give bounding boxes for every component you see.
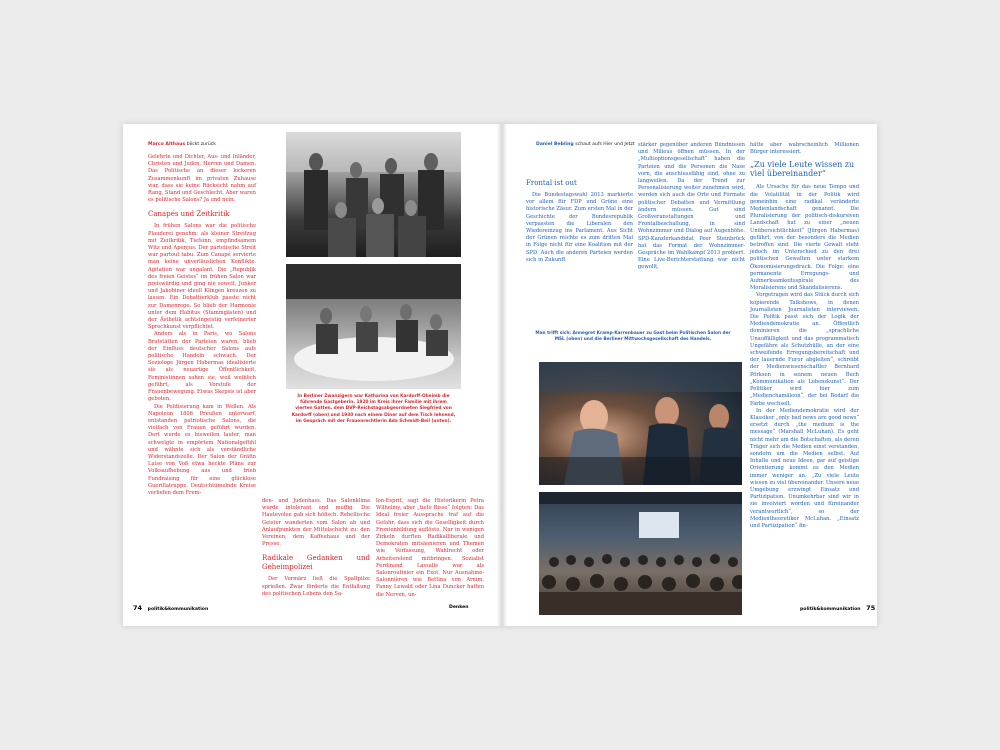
right-footer-magazine: politik&kommunikation: [800, 607, 861, 612]
left-column-2: [262, 498, 370, 613]
left-header: [148, 142, 216, 147]
right-col1-text: Die Bundestagswahl 2013 markierte vor allem für FDP und Grüne eine historische Zäsur. Zum ersten Mal in der Geschichte der Bundesrepublik verpassten die Liberalen den Wiedereinzug ins Parlament. Aus Sicht der Grünen reichte es zum dritten Mal in Folge nicht für eine Koalition mit der SPD. Auch die anderen Parteien werden sich in Zukunft: [526, 192, 633, 263]
right-col2-text: stärker gegenüber anderen Bündnissen und Milieus öffnen müssen. In der „Multioptionsgesellschaft“ haben die Parteien und die Personen die Nase vorn, die anschlussfähig sind, ohne zu langweilen. Da der Trend zur Personalisierung weiter zunehmen wird, werden sich auch die Orte und Formate politischer Debatten und Vermittlung ändern müssen. Gut sind Großveranstaltungen und Frontalbeschallung, in sind Wohnzimmer und Dialog auf Augenhöhe. SPD-Kanzlerkandidat Peer Steinbrück hat das Format der Wohnzimmer-Gespräche im Wahlkampf 2013 probiert. Eine Live-Berichterstattung war nicht gewollt,: [638, 142, 745, 271]
right-footer: [800, 604, 875, 612]
right-photo-caption: Man trifft sich: Annegret Kramp-Karrenbauer zu Gast beim Politischen Salon der MSL (oben) und die Berliner Mittwochsgesellschaft des Handels.: [535, 331, 731, 343]
right-header-section: schaut aufs Hier und Jetzt: [575, 142, 635, 147]
conference-photo-figures: [539, 492, 742, 615]
dinner-photo: [286, 264, 461, 389]
intro-text: Gelehrte und Dichter, Aus- und Inländer, Christen und Juden, Herren und Damen. Das Politische an dieser lockeren Zusammenkunft im privaten Zuhause war, dass sie keine Rücksicht nahm auf Rang, Stand und Geschlecht. Aber waren es politische Salons? Ja und nein.: [148, 154, 256, 204]
right-header-author: Daniel Bebling: [536, 142, 574, 147]
right-column-1: [526, 179, 633, 329]
left-header-author: Marco Althaus: [148, 142, 186, 147]
subhead-frontal: Frontal ist out: [526, 179, 577, 187]
right-col3-para3: In der Mediendemokratie wird der Klassiker „only bad news are good news“ ersetzt durch „the medium is the message“ (Marshall McLuhan). Es geht nicht mehr um die Botschaften, als deren Träger sich die Medien einst verstanden, sondern um die Medien selbst. Auf Inhalte und neue Ideen, gar auf geistige Orientierung kommt es den Medien immer weniger an. „Zu viele Leute wissen zu viel übereinander. Unsere neue Umgebung erzwingt Einsatz und Partizipation. Unumkehrbar sind wir in sie involviert worden und füreinander verantwortlich“, so der Medientheoretiker McLuhan. „Einsatz und Partizipation“ fin-: [750, 407, 859, 529]
paragraph-1: In frühen Salons war die politische Plauderei genehm: als kleiner Streifzug mit Zeitkritik, Tiefsinn, empfindsamem Witz und Aperçus. Der parteiische Streit war partout tabu. Zum Canapé servierte man keine unverläuslichen Konflikte. Agitation war ungalant. Die „Republik des freien Geistes“ im frühen Salon war preiswürdig und ging nie soweit, Junker und Jakobiner ideell Klingen kreuzen zu lassen. Ein Debattierklub passte nicht zur Damenrege. So blieb der Harmonie unter dem Habitus (Stammgästen) und der Ästhetik achtsingeistig verfeinerter Sprechkunst verpflichtet.: [148, 223, 256, 331]
right-column-3: [750, 142, 859, 612]
left-column-1: [148, 154, 256, 614]
right-col3-para2: Vorgetragen wird das Stück durch sich kopierende Talkshows, in denen Journalisten Journalisten interviewen. Die Politik passt sich der Logik der Mediendemokratie an. Öffentlich dominieren die „sprachliche Unauffälligkeit und das programmatisch Ungefähre als Schutzhülle, an der eine schweifende Erregungsbereitschaft und der lauernde Furor abgleiten“, schreibt der Medienwissenschaftler Bernhard Pörksen in seinem neuen Buch „Kommunikation als Lebenskunst“. Der Politiker wird hier zum „Medienchamäleon“, der bei Bedarf die Farbe wechselt.: [750, 292, 859, 407]
gutter: [497, 124, 507, 626]
pull-quote: „Zu viele Leute wissen zu viel übereinander“: [750, 160, 855, 179]
family-photo-figures: [286, 132, 461, 257]
col3-text: lon-Esprit, sagt die Historikerin Petra Wilhelmy, aber „tiefe Risse“ folgten: Das Ideal freier Aussprache traf auf die Gefahr, dass sich die Geselligkeit durch Frontenbildung auflöste. Nur in wenigen Zirkeln durften Radikalliberale und Demokraten mitsäonieren und Themen wie Verfassung, Wahlrecht oder Arbeiterelend mitbringen. Sozialist Ferdinand Lassalle war als Salonroutinier ein Exot. Nur Ausnahme-Salonnièren wie Bettina von Arnim, Fanny Lewald oder Lina Duncker hatten die Nerven, un-: [376, 498, 484, 598]
right-page-number: 75: [866, 604, 876, 612]
left-footer-section: Denken: [449, 605, 469, 610]
right-header: [536, 142, 635, 147]
left-footer: [133, 604, 208, 612]
paragraph-2: Anders als in Paris, wo Salons Brutstätten der Parteien waren, blieb der Einfluss deutscher Salons aufs politische Handeln schwach. Der Soziologe Jürgen Habermas idealisierte sie als neuartige Öffentlichkeit, Feministinnen sahen sie, weil weiblich geführt, als Vorstufe der Frauenbewegung. Etwas Skepsis ist aber geboten.: [148, 331, 256, 403]
dinner-photo-figures: [286, 264, 461, 389]
left-header-section: blickt zurück: [186, 142, 216, 147]
right-col3-para1: Als Ursache für das neue Tempo und die Volatilität in der Politik wird gemeinhin eine radikal veränderte Medienlandschaft genannt. Die Pluralisierung der politisch-diskursiven Landschaft hat zu einer „neuen Unübersichtlichkeit“ (Jürgen Habermas) geführt, von der besonders die Medien betroffen sind. Die vierte Gewalt steht jedoch im Unterschied zu den drei politischen Gewalten unter starkem Ökonomisierungsdruck. Die Folge: eine permanente Erregungs- und Aufmerksamkeitsspirale des Moralisierens und Skandalisierens.: [750, 184, 859, 292]
left-footer-magazine: politik&kommunikation: [147, 607, 209, 612]
left-column-3: [376, 498, 484, 613]
paragraph-3: Die Politisierung kam in Wellen. Als Napoleon 1806 Preußen unterwarf, entstanden patriotische Salons, die vielfach von Frauen geführt wurden. Dort wurde es bisweilen lauter, man schwelgte in empörtem Nationalgefühl und wähnte sich als verständliche Widerstandszelle. Der Salon der Gräfin Luise von Voß etwa heckte Pläne zur Volksaufhebung aus und trieb Fundraising für eine glücklose Guerillatruppe. Deutschtümelnde Kreise verliefen dem Frem-: [148, 403, 256, 496]
right-col3-intro: hätte aber wahrscheinlich Millionen Bürger interessiert.: [750, 142, 859, 156]
family-photo: [286, 132, 461, 257]
salon-event-photo-figures: [539, 362, 742, 485]
subhead-canapes: Canapés und Zeitkritik: [148, 210, 230, 219]
subhead-radikale: Radikale Gedanken und Geheimpolizei: [262, 554, 370, 572]
magazine-spread: [123, 124, 877, 626]
col2-text2: Der Vormärz ließ die Spaltpilze sprießen. Zwar förderte die Entfaltung des politischen Lebens den Sa-: [262, 576, 370, 597]
salon-event-photo: [539, 362, 742, 485]
left-page-number: 74: [133, 604, 143, 612]
col2-text: den- und Judenhass. Das Salonklima wurde intolerant und muffig. Die Hautevolee gab sich höfisch. Rebellische Geister wanderten vom Salon ab und Anlaufpunkten der Mittelschicht zu: den Vereinen, dem Kaffeehaus und der Presse.: [262, 498, 370, 548]
left-photo-caption: In Berliner Zwanzigern war Katharina von Kardorff-Oheimb die führende Gastgeberin. 1920 im Kreis ihrer Familie mit ihrem vierten Gatten, dem DVP-Reichstagsabgeordneten Siegfried von Kardorff (oben) und 1930 nach einem Diner auf dem Tisch lehnend, im Gespräch mit der Frauenrechtlerin Ada Schmidt-Beil (unten).: [291, 394, 456, 424]
conference-photo: [539, 492, 742, 615]
right-column-2: [638, 142, 745, 322]
